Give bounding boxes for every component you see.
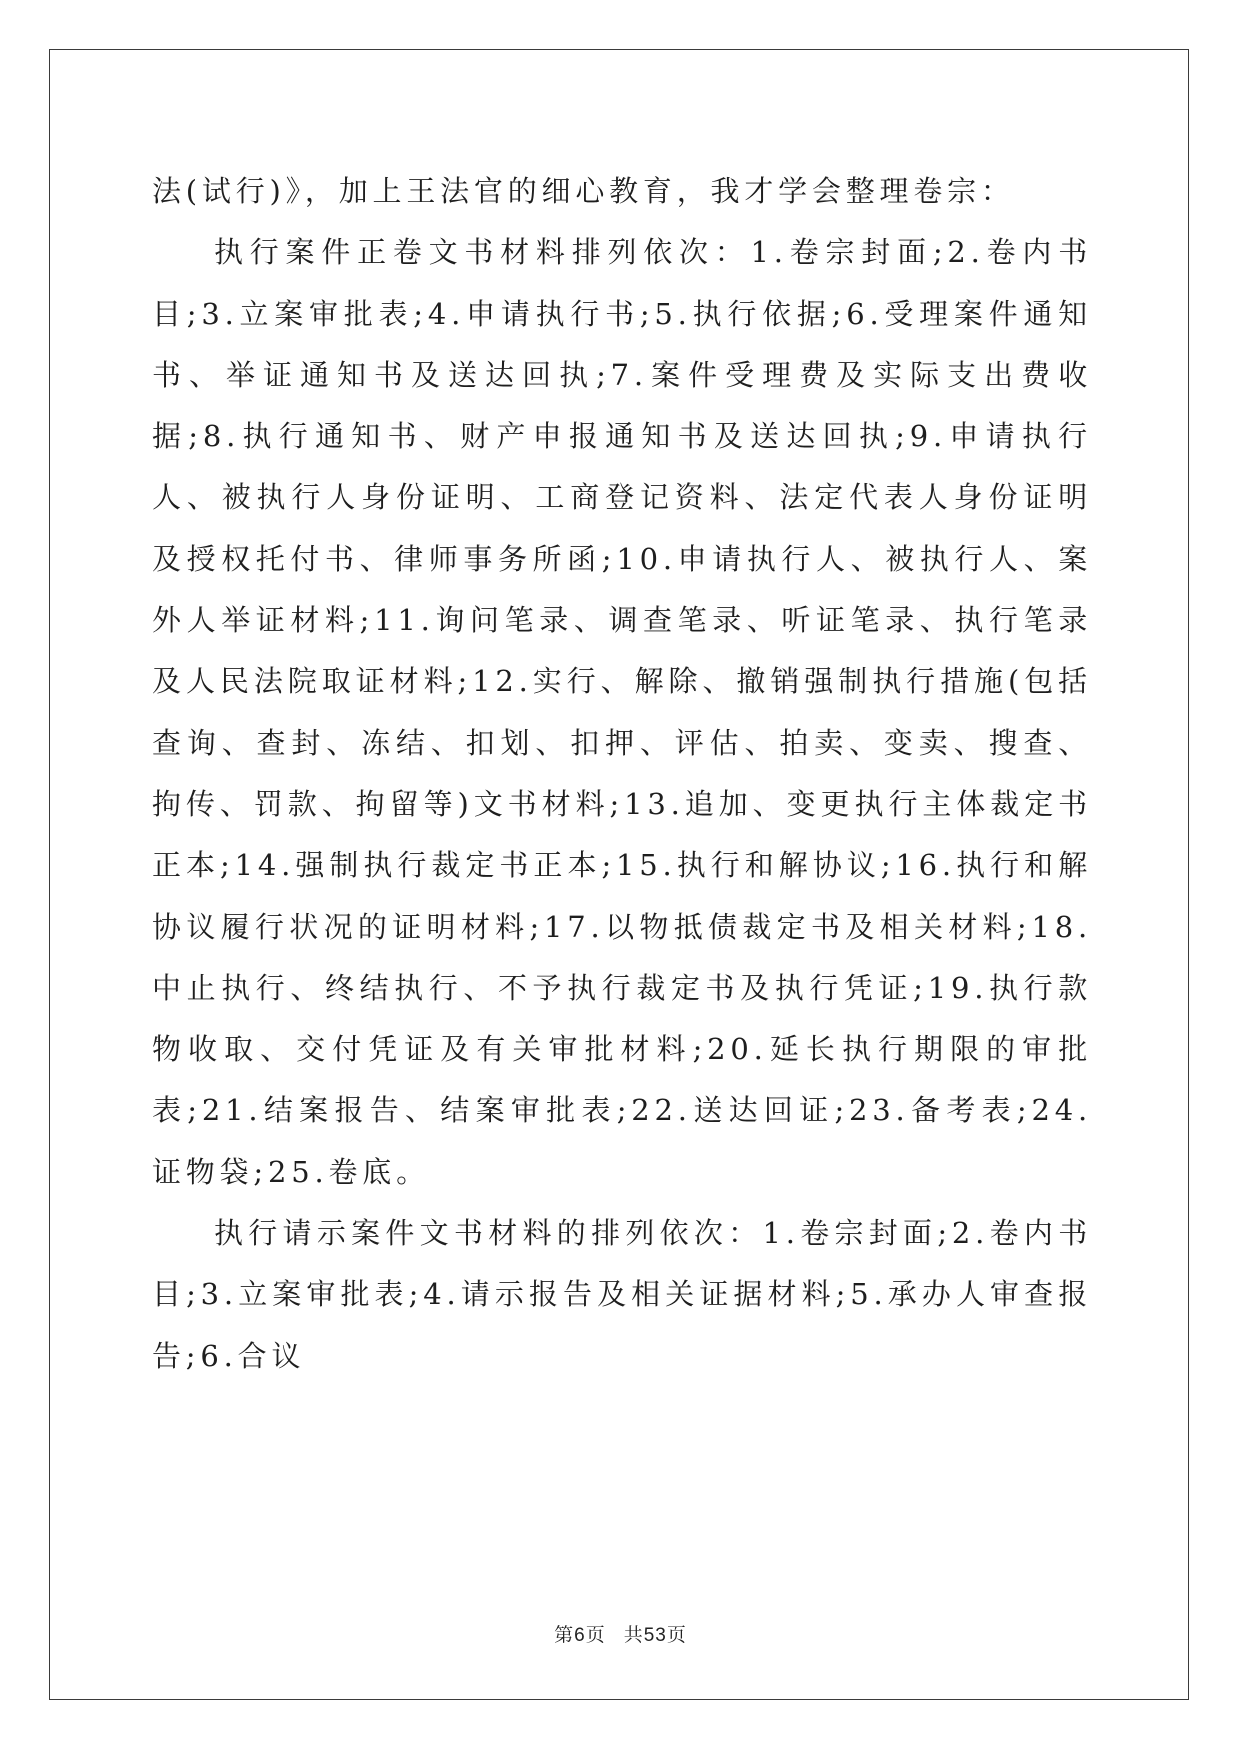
page-prefix: 第	[554, 1624, 575, 1646]
paragraph-main-file-order: 执行案件正卷文书材料排列依次：1.卷宗封面;2.卷内书目;3.立案审批表;4.申请执行书;5.执行依据;6.受理案件通知书、举证通知书及送达回执;7.案件受理费及实际支出费收据;8.执行通知书、财产申报通知书及送达回执;9.申请执行人、被执行人身份证明、工商登记资料、法定代表人身份证明及授权托付书、律师事务所函;10.申请执行人、被执行人、案外人举证材料;11.询问笔录、调查笔录、听证笔录、执行笔录及人民法院取证材料;12.实行、解除、撤销强制执行措施(包括查询、查封、冻结、扣划、扣押、评估、拍卖、变卖、搜查、拘传、罚款、拘留等)文书材料;13.追加、变更执行主体裁定书正本;14.强制执行裁定书正本;15.执行和解协议;16.执行和解协议履行状况的证明材料;17.以物抵债裁定书及相关材料;18.中止执行、终结执行、不予执行裁定书及执行凭证;19.执行款物收取、交付凭证及有关审批材料;20.延长执行期限的审批表;21.结案报告、结案审批表;22.送达回证;23.备考表;24.证物袋;25.卷底。	[152, 235, 1092, 1189]
page-footer	[0, 1620, 1241, 1647]
paragraph-request-file-order: 执行请示案件文书材料的排列依次：1.卷宗封面;2.卷内书目;3.立案审批表;4.请示报告及相关证据材料;5.承办人审查报告;6.合议	[152, 1216, 1092, 1373]
total-suffix: 页	[666, 1624, 687, 1646]
current-page-number: 6	[574, 1625, 586, 1646]
total-prefix: 共	[623, 1624, 644, 1646]
page-suffix: 页	[585, 1624, 606, 1646]
document-body	[152, 161, 1092, 1387]
paragraph-continuation: 法(试行)》，加上王法官的细心教育，我才学会整理卷宗：	[152, 174, 1015, 208]
total-page-count: 53	[643, 1625, 667, 1646]
